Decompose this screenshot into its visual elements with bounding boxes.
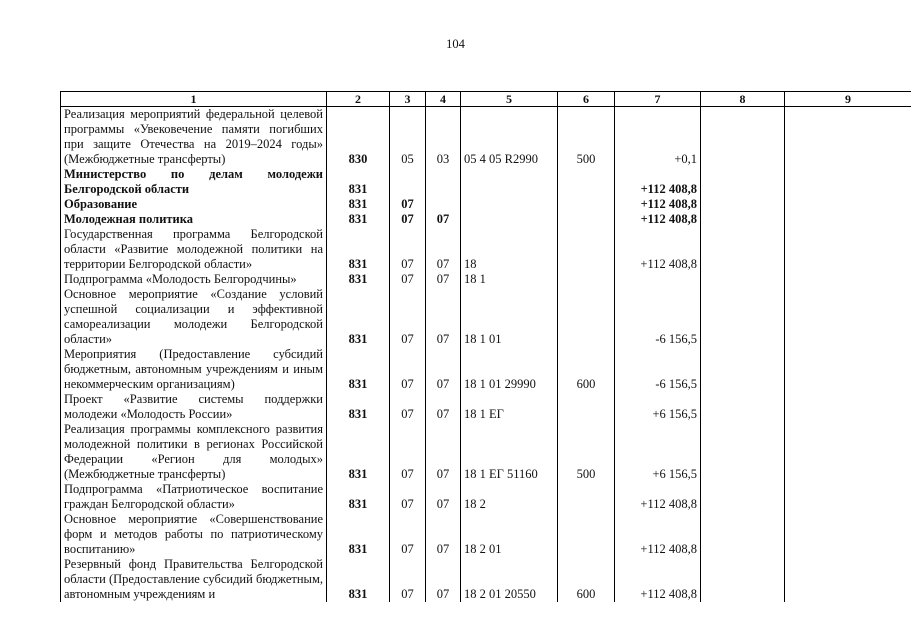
row-cell-c2: 831 (327, 272, 390, 287)
row-cell-c6: 500 (558, 422, 615, 482)
row-cell-c7: +112 408,8 (615, 197, 701, 212)
row-cell-c8 (701, 107, 785, 168)
row-cell-c5: 18 1 01 (461, 287, 558, 347)
row-cell-c5: 18 2 (461, 482, 558, 512)
row-cell-c2: 831 (327, 482, 390, 512)
row-cell-c3: 07 (390, 347, 426, 392)
row-cell-c5: 18 1 ЕГ (461, 392, 558, 422)
row-cell-c3 (390, 167, 426, 197)
column-header: 6 (558, 92, 615, 107)
column-header: 9 (785, 92, 911, 107)
row-cell-c7: +112 408,8 (615, 167, 701, 197)
row-cell-c3: 07 (390, 422, 426, 482)
row-cell-c4 (426, 197, 461, 212)
row-cell-c2: 831 (327, 212, 390, 227)
row-name-cell: Государственная программа Белгородской области «Развитие молодежной политики на территории Белгородской области» (61, 227, 327, 272)
row-cell-c6 (558, 227, 615, 272)
row-cell-c8 (701, 197, 785, 212)
row-cell-c5: 18 1 01 29990 (461, 347, 558, 392)
row-cell-c6: 600 (558, 347, 615, 392)
row-cell-c6 (558, 167, 615, 197)
row-name-cell: Реализация программы комплексного развития молодежной политики в регионах Российской Федерации «Регион для молодых» (Межбюджетные трансферты) (61, 422, 327, 482)
row-cell-c8 (701, 347, 785, 392)
row-cell-c4: 07 (426, 392, 461, 422)
row-cell-c3: 07 (390, 392, 426, 422)
row-cell-c4: 07 (426, 212, 461, 227)
row-cell-c5: 18 2 01 (461, 512, 558, 557)
row-cell-c8 (701, 287, 785, 347)
row-cell-c9 (785, 347, 911, 392)
row-cell-c9 (785, 422, 911, 482)
row-cell-c3: 07 (390, 557, 426, 602)
row-cell-c3: 07 (390, 212, 426, 227)
row-cell-c8 (701, 167, 785, 197)
row-cell-c5 (461, 212, 558, 227)
row-cell-c8 (701, 512, 785, 557)
row-cell-c9 (785, 482, 911, 512)
column-header: 5 (461, 92, 558, 107)
row-cell-c6: 500 (558, 107, 615, 168)
row-cell-c4: 07 (426, 557, 461, 602)
column-header: 3 (390, 92, 426, 107)
row-cell-c5: 05 4 05 R2990 (461, 107, 558, 168)
row-cell-c2: 831 (327, 167, 390, 197)
row-cell-c9 (785, 512, 911, 557)
row-cell-c2: 831 (327, 392, 390, 422)
row-name-cell: Подпрограмма «Патриотическое воспитание граждан Белгородской области» (61, 482, 327, 512)
row-cell-c6 (558, 287, 615, 347)
table-row (61, 482, 911, 512)
row-cell-c5: 18 1 ЕГ 51160 (461, 422, 558, 482)
table-row (61, 197, 911, 212)
row-cell-c6 (558, 512, 615, 557)
row-cell-c9 (785, 197, 911, 212)
column-header: 1 (61, 92, 327, 107)
row-cell-c7: +112 408,8 (615, 212, 701, 227)
table-row (61, 392, 911, 422)
row-cell-c7: +112 408,8 (615, 482, 701, 512)
column-header: 4 (426, 92, 461, 107)
row-cell-c9 (785, 212, 911, 227)
row-cell-c9 (785, 167, 911, 197)
row-cell-c8 (701, 482, 785, 512)
row-cell-c9 (785, 227, 911, 272)
table-row (61, 422, 911, 482)
table-row (61, 107, 911, 168)
row-cell-c5: 18 1 (461, 272, 558, 287)
row-name-cell: Реализация мероприятий федеральной целевой программы «Увековечение памяти погибших при защите Отечества на 2019–2024 годы» (Межбюджетные трансферты) (61, 107, 327, 168)
table-row (61, 287, 911, 347)
row-cell-c9 (785, 557, 911, 602)
row-name-cell: Подпрограмма «Молодость Белгородчины» (61, 272, 327, 287)
row-cell-c2: 831 (327, 227, 390, 272)
row-cell-c9 (785, 107, 911, 168)
row-cell-c6 (558, 197, 615, 212)
row-cell-c8 (701, 557, 785, 602)
row-cell-c7: +6 156,5 (615, 422, 701, 482)
row-cell-c4: 07 (426, 272, 461, 287)
row-cell-c2: 831 (327, 512, 390, 557)
row-cell-c2: 831 (327, 197, 390, 212)
row-cell-c8 (701, 272, 785, 287)
row-cell-c7: +6 156,5 (615, 392, 701, 422)
row-cell-c8 (701, 227, 785, 272)
row-cell-c3: 07 (390, 512, 426, 557)
row-name-cell: Молодежная политика (61, 212, 327, 227)
row-cell-c7: +112 408,8 (615, 227, 701, 272)
row-cell-c4 (426, 167, 461, 197)
table-row (61, 347, 911, 392)
row-cell-c4: 07 (426, 482, 461, 512)
row-name-cell: Основное мероприятие «Создание условий успешной социализации и эффективной самореализации молодежи Белгородской области» (61, 287, 327, 347)
table-row (61, 272, 911, 287)
row-cell-c6 (558, 482, 615, 512)
row-cell-c8 (701, 422, 785, 482)
row-cell-c2: 831 (327, 557, 390, 602)
row-cell-c9 (785, 272, 911, 287)
row-name-cell: Образование (61, 197, 327, 212)
row-name-cell: Основное мероприятие «Совершенствование форм и методов работы по патриотическому воспитанию» (61, 512, 327, 557)
row-cell-c3: 07 (390, 197, 426, 212)
budget-table (60, 91, 911, 602)
row-name-cell: Проект «Развитие системы поддержки молодежи «Молодость России» (61, 392, 327, 422)
row-cell-c7: +112 408,8 (615, 512, 701, 557)
row-cell-c3: 07 (390, 482, 426, 512)
row-cell-c8 (701, 392, 785, 422)
row-cell-c2: 830 (327, 107, 390, 168)
row-cell-c4: 03 (426, 107, 461, 168)
row-cell-c7: -6 156,5 (615, 347, 701, 392)
column-header: 8 (701, 92, 785, 107)
row-name-cell: Министерство по делам молодежи Белгородской области (61, 167, 327, 197)
row-cell-c4: 07 (426, 512, 461, 557)
table-row (61, 227, 911, 272)
row-cell-c5 (461, 197, 558, 212)
row-name-cell: Резервный фонд Правительства Белгородской области (Предоставление субсидий бюджетным, автономным учреждениям и (61, 557, 327, 602)
row-cell-c2: 831 (327, 287, 390, 347)
row-cell-c9 (785, 287, 911, 347)
row-cell-c5: 18 2 01 20550 (461, 557, 558, 602)
row-cell-c6: 600 (558, 557, 615, 602)
row-cell-c6 (558, 272, 615, 287)
row-cell-c4: 07 (426, 422, 461, 482)
row-cell-c5 (461, 167, 558, 197)
row-cell-c9 (785, 392, 911, 422)
row-cell-c8 (701, 212, 785, 227)
table-body (61, 107, 911, 603)
row-cell-c3: 07 (390, 287, 426, 347)
row-cell-c6 (558, 392, 615, 422)
row-cell-c2: 831 (327, 422, 390, 482)
table-row (61, 167, 911, 197)
table-row (61, 212, 911, 227)
row-cell-c5: 18 (461, 227, 558, 272)
row-cell-c3: 05 (390, 107, 426, 168)
table-row (61, 557, 911, 602)
row-cell-c3: 07 (390, 227, 426, 272)
row-cell-c4: 07 (426, 287, 461, 347)
row-cell-c7: +0,1 (615, 107, 701, 168)
row-cell-c7: -6 156,5 (615, 287, 701, 347)
row-cell-c6 (558, 212, 615, 227)
row-cell-c4: 07 (426, 227, 461, 272)
table-header-row (61, 92, 911, 107)
row-cell-c2: 831 (327, 347, 390, 392)
column-header: 7 (615, 92, 701, 107)
row-cell-c3: 07 (390, 272, 426, 287)
row-cell-c7: +112 408,8 (615, 557, 701, 602)
column-header: 2 (327, 92, 390, 107)
row-name-cell: Мероприятия (Предоставление субсидий бюджетным, автономным учреждениям и иным некоммерческим организациям) (61, 347, 327, 392)
page-number: 104 (446, 37, 465, 51)
row-cell-c4: 07 (426, 347, 461, 392)
table-row (61, 512, 911, 557)
row-cell-c7 (615, 272, 701, 287)
